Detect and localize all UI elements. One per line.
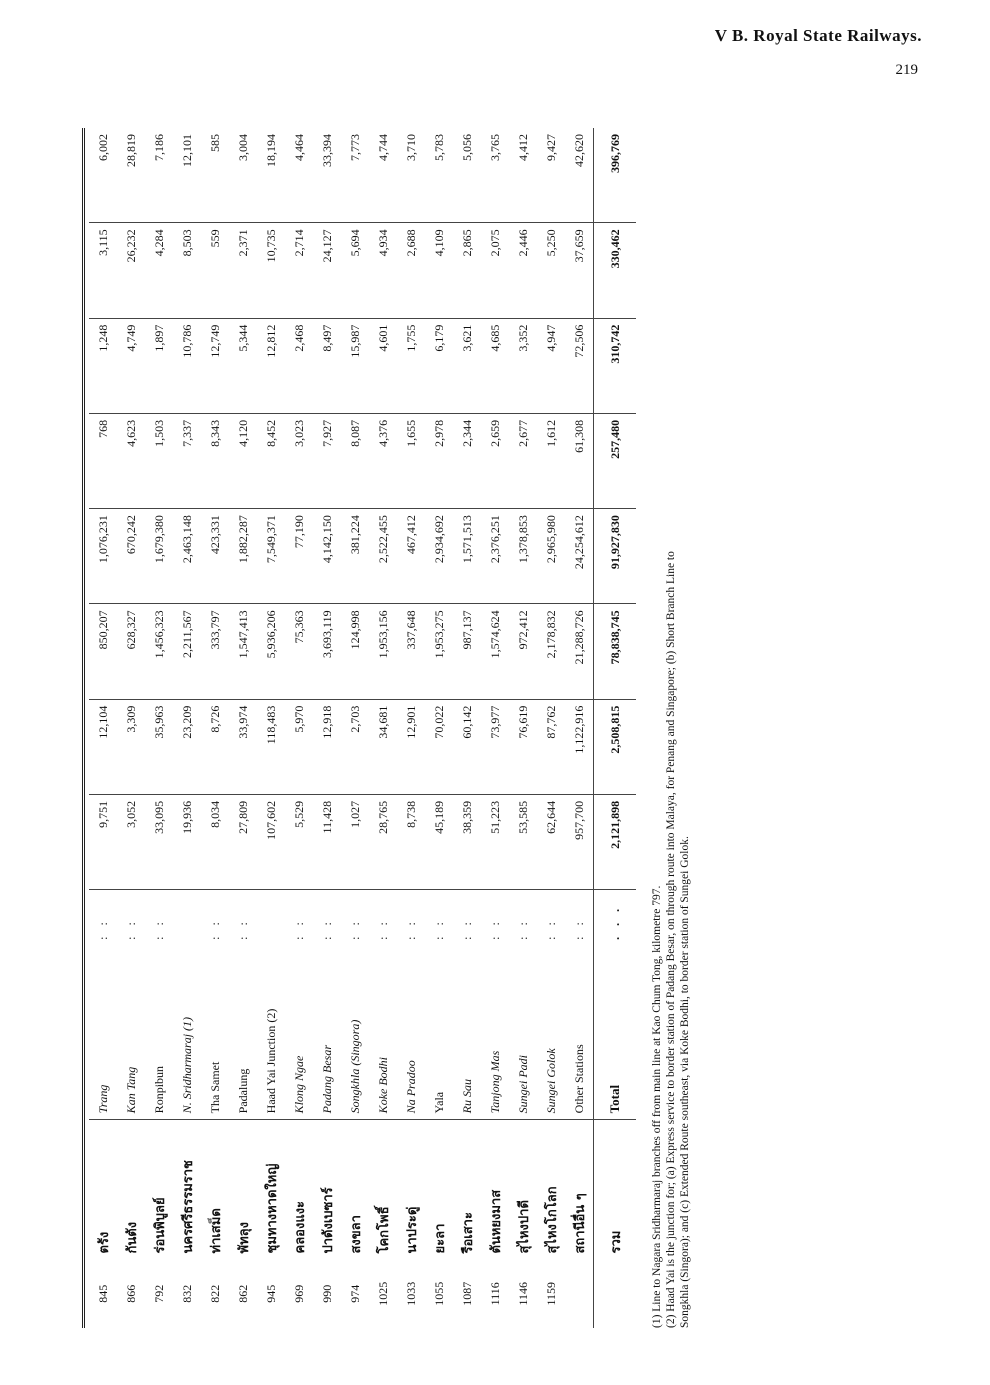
row-value-c2: 8,726 (201, 699, 229, 794)
row-value-c8: 585 (207, 134, 222, 152)
total-value-c5: 257,480 (594, 413, 637, 508)
row-value-c2: 34,681 (369, 699, 397, 794)
total-value-c8: 396,769 (594, 128, 637, 223)
table-row (481, 128, 509, 1328)
row-value-c3: 2,211,567 (173, 604, 201, 699)
row-station-name: Haad Yai Junction (2) (257, 946, 285, 1120)
row-station-name: Kan Tang (117, 946, 145, 1120)
row-leader-dots: : : (509, 890, 537, 946)
row-station-name: Tha Samet (201, 946, 229, 1120)
row-value-c5: 61,308 (565, 413, 594, 508)
row-value-c2: 76,619 (509, 699, 537, 794)
row-value-c7: 2,075 (481, 223, 509, 318)
row-value-c5: 1,503 (145, 413, 173, 508)
row-value-c5: 2,659 (481, 413, 509, 508)
row-station-name: Yala (425, 946, 453, 1120)
row-leader-dots: : : (229, 890, 257, 946)
row-station-name: N. Sridharmaraj (1) (173, 946, 201, 1120)
row-value-c2: 5,970 (285, 699, 313, 794)
table-row (257, 128, 285, 1328)
row-thai-name: ชุมทางหาดใหญ่ (264, 1163, 280, 1254)
row-leader-dots: : : (453, 890, 481, 946)
row-kilometre (565, 1260, 594, 1329)
row-value-c8: 5,056 (459, 134, 474, 161)
row-leader-dots: : : (369, 890, 397, 946)
row-kilometre: 1025 (375, 1281, 390, 1306)
row-kilometre: 832 (179, 1284, 194, 1303)
row-value-c1: 8,034 (201, 794, 229, 889)
row-kilometre: 1159 (543, 1281, 558, 1306)
row-value-c3: 21,288,726 (565, 604, 594, 699)
row-value-c5: 1,612 (537, 413, 565, 508)
row-value-c2: 87,762 (537, 699, 565, 794)
row-leader-dots: : : (285, 890, 313, 946)
table-row (453, 128, 481, 1328)
page-number: 219 (895, 62, 918, 78)
table-row (425, 128, 453, 1328)
row-value-c5: 1,655 (397, 413, 425, 508)
row-leader-dots: : : (89, 890, 117, 946)
row-value-c6: 4,749 (117, 318, 145, 413)
row-value-c4: 77,190 (285, 509, 313, 604)
row-value-c6: 5,344 (229, 318, 257, 413)
row-kilometre: 945 (263, 1284, 278, 1303)
row-value-c4: 2,522,455 (369, 509, 397, 604)
row-value-c2: 118,483 (257, 699, 285, 794)
row-value-c8: 4,464 (291, 134, 306, 161)
table-row (537, 128, 565, 1328)
row-value-c8: 5,783 (431, 134, 446, 161)
row-leader-dots: : : (397, 890, 425, 946)
row-value-c7: 2,865 (453, 223, 481, 318)
row-value-c1: 53,585 (509, 794, 537, 889)
row-value-c5: 4,120 (229, 413, 257, 508)
row-value-c7: 4,109 (425, 223, 453, 318)
row-value-c7: 37,659 (565, 223, 594, 318)
rotated-table-content (82, 128, 691, 1328)
row-value-c4: 2,463,148 (173, 509, 201, 604)
row-value-c3: 972,412 (509, 604, 537, 699)
row-value-c6: 4,947 (537, 318, 565, 413)
total-value-c3: 78,838,745 (594, 604, 637, 699)
row-value-c3: 337,648 (397, 604, 425, 699)
row-value-c2: 35,963 (145, 699, 173, 794)
row-leader-dots (257, 890, 285, 946)
row-value-c8: 7,773 (347, 134, 362, 161)
row-value-c1: 19,936 (173, 794, 201, 889)
row-thai-name: รือเสาะ (460, 1212, 476, 1254)
row-thai-name: สุไหงโกโลก (544, 1186, 560, 1254)
row-value-c2: 3,309 (117, 699, 145, 794)
row-value-c1: 28,765 (369, 794, 397, 889)
row-value-c6: 6,179 (425, 318, 453, 413)
row-leader-dots: : : (481, 890, 509, 946)
row-value-c5: 8,087 (341, 413, 369, 508)
row-value-c1: 107,602 (257, 794, 285, 889)
row-value-c8: 42,620 (571, 134, 586, 167)
row-value-c3: 333,797 (201, 604, 229, 699)
total-row (594, 128, 637, 1328)
row-value-c5: 7,927 (313, 413, 341, 508)
table-row (285, 128, 313, 1328)
row-value-c7: 26,232 (117, 223, 145, 318)
row-kilometre: 1116 (487, 1282, 502, 1306)
row-value-c8: 33,394 (319, 134, 334, 167)
row-value-c4: 2,934,692 (425, 509, 453, 604)
row-value-c8: 9,427 (543, 134, 558, 161)
row-thai-name: ตันหยงมาส (488, 1189, 504, 1254)
row-value-c8: 18,194 (263, 134, 278, 167)
row-value-c1: 957,700 (565, 794, 594, 889)
row-value-c6: 2,468 (285, 318, 313, 413)
row-value-c2: 2,703 (341, 699, 369, 794)
table-row (509, 128, 537, 1328)
row-value-c1: 8,738 (397, 794, 425, 889)
row-value-c4: 2,376,251 (481, 509, 509, 604)
row-value-c1: 33,095 (145, 794, 173, 889)
row-value-c3: 75,363 (285, 604, 313, 699)
row-value-c2: 73,977 (481, 699, 509, 794)
row-value-c4: 1,571,513 (453, 509, 481, 604)
row-value-c7: 2,446 (509, 223, 537, 318)
row-thai-name: ร่อนพิบูลย์ (152, 1197, 168, 1254)
table-row (201, 128, 229, 1328)
row-value-c5: 3,023 (285, 413, 313, 508)
row-value-c4: 4,142,150 (313, 509, 341, 604)
row-value-c3: 1,953,156 (369, 604, 397, 699)
table-row (313, 128, 341, 1328)
row-leader-dots: : : (537, 890, 565, 946)
row-value-c6: 4,601 (369, 318, 397, 413)
row-kilometre: 969 (291, 1284, 306, 1303)
row-value-c1: 9,751 (89, 794, 117, 889)
row-value-c3: 124,998 (341, 604, 369, 699)
row-kilometre: 822 (207, 1284, 222, 1303)
row-value-c3: 850,207 (89, 604, 117, 699)
row-value-c2: 12,104 (89, 699, 117, 794)
row-thai-name: ยะลา (432, 1223, 448, 1254)
row-value-c5: 768 (89, 413, 117, 508)
row-leader-dots: : : (117, 890, 145, 946)
row-thai-name: นาประดู่ (404, 1206, 420, 1254)
row-value-c1: 11,428 (313, 794, 341, 889)
total-thai-label: รวม (594, 1120, 637, 1260)
row-value-c1: 5,529 (285, 794, 313, 889)
row-value-c3: 1,953,275 (425, 604, 453, 699)
row-value-c7: 4,284 (145, 223, 173, 318)
row-value-c1: 27,809 (229, 794, 257, 889)
total-value-c2: 2,508,815 (594, 699, 637, 794)
row-thai-name: ปาดังเบซาร์ (320, 1187, 336, 1254)
row-value-c8: 4,412 (515, 134, 530, 161)
row-station-name: Na Pradoo (397, 946, 425, 1120)
row-value-c3: 5,936,206 (257, 604, 285, 699)
row-value-c8: 7,186 (151, 134, 166, 161)
station-statistics-table (82, 128, 636, 1328)
row-station-name: Other Stations (565, 946, 594, 1120)
row-value-c8: 3,710 (403, 134, 418, 161)
row-thai-name: ตรัง (96, 1231, 112, 1254)
row-value-c8: 6,002 (95, 134, 110, 161)
row-leader-dots: : : (313, 890, 341, 946)
row-value-c6: 4,685 (481, 318, 509, 413)
row-value-c3: 987,137 (453, 604, 481, 699)
total-value-c4: 91,927,830 (594, 509, 637, 604)
table-row (369, 128, 397, 1328)
row-kilometre: 1146 (515, 1281, 530, 1306)
row-value-c1: 1,027 (341, 794, 369, 889)
total-value-c6: 310,742 (594, 318, 637, 413)
row-value-c5: 2,978 (425, 413, 453, 508)
row-value-c4: 7,549,371 (257, 509, 285, 604)
row-value-c8: 3,004 (235, 134, 250, 161)
row-value-c5: 7,337 (173, 413, 201, 508)
row-value-c6: 3,621 (453, 318, 481, 413)
row-value-c4: 1,882,287 (229, 509, 257, 604)
row-value-c6: 12,812 (257, 318, 285, 413)
row-value-c7: 5,250 (537, 223, 565, 318)
row-value-c4: 381,224 (341, 509, 369, 604)
row-value-c5: 4,376 (369, 413, 397, 508)
row-thai-name: สุไหงปาดี (516, 1200, 532, 1254)
row-value-c1: 38,359 (453, 794, 481, 889)
footnote-2: (2) Haad Yai is the junction for; (a) Express service to border station of Padang Besar, on through route into Malaya, for Penang and Singapore; (b) Short Branch Line to (665, 551, 677, 1328)
footnote-3: Songkhla (Singora); and (c) Extended Route southeast, via Koke Bodhi, to border station of Sungei Golok. (679, 836, 691, 1328)
row-station-name: Ronpibun (145, 946, 173, 1120)
row-value-c6: 12,749 (201, 318, 229, 413)
row-value-c6: 15,987 (341, 318, 369, 413)
row-station-name: Ru Sau (453, 946, 481, 1120)
row-kilometre: 1033 (403, 1281, 418, 1306)
row-station-name: Tanjong Mas (481, 946, 509, 1120)
row-leader-dots: : : (201, 890, 229, 946)
row-value-c1: 62,644 (537, 794, 565, 889)
row-value-c5: 4,623 (117, 413, 145, 508)
row-value-c2: 12,918 (313, 699, 341, 794)
row-station-name: Padalung (229, 946, 257, 1120)
table-row (145, 128, 173, 1328)
row-value-c3: 2,178,832 (537, 604, 565, 699)
row-value-c6: 1,755 (397, 318, 425, 413)
row-value-c4: 24,254,612 (565, 509, 594, 604)
row-value-c7: 24,127 (313, 223, 341, 318)
footnotes (650, 128, 692, 1328)
row-station-name: Klong Ngae (285, 946, 313, 1120)
row-value-c5: 2,677 (509, 413, 537, 508)
row-station-name: Padang Besar (313, 946, 341, 1120)
table-row (89, 128, 117, 1328)
row-station-name: Songkhla (Singora) (341, 946, 369, 1120)
row-value-c6: 1,248 (89, 318, 117, 413)
row-value-c8: 12,101 (179, 134, 194, 167)
row-value-c1: 45,189 (425, 794, 453, 889)
table-row (173, 128, 201, 1328)
row-value-c7: 2,714 (285, 223, 313, 318)
table-row (117, 128, 145, 1328)
row-value-c2: 23,209 (173, 699, 201, 794)
row-leader-dots: : : (565, 890, 594, 946)
row-value-c7: 2,688 (397, 223, 425, 318)
row-kilometre: 792 (151, 1284, 166, 1303)
row-leader-dots: : : (425, 890, 453, 946)
row-value-c3: 3,693,119 (313, 604, 341, 699)
running-head: V B. Royal State Railways. (714, 26, 922, 45)
row-value-c3: 628,327 (117, 604, 145, 699)
row-value-c6: 8,497 (313, 318, 341, 413)
row-value-c6: 3,352 (509, 318, 537, 413)
row-value-c6: 1,897 (145, 318, 173, 413)
row-value-c5: 2,344 (453, 413, 481, 508)
row-station-name: Sungei Golok (537, 946, 565, 1120)
row-value-c7: 3,115 (89, 223, 117, 318)
row-thai-name: สงขลา (348, 1215, 364, 1254)
row-leader-dots: : : (145, 890, 173, 946)
table-row (229, 128, 257, 1328)
row-thai-name: สถานีอื่น ๆ (572, 1193, 588, 1254)
row-value-c7: 8,503 (173, 223, 201, 318)
row-value-c5: 8,452 (257, 413, 285, 508)
row-kilometre: 862 (235, 1284, 250, 1303)
row-value-c1: 51,223 (481, 794, 509, 889)
row-value-c3: 1,456,323 (145, 604, 173, 699)
row-value-c4: 2,965,980 (537, 509, 565, 604)
row-value-c1: 3,052 (117, 794, 145, 889)
row-value-c7: 559 (201, 223, 229, 318)
row-value-c6: 72,506 (565, 318, 594, 413)
row-value-c4: 423,331 (201, 509, 229, 604)
table-row (341, 128, 369, 1328)
table-row (565, 128, 594, 1328)
total-label: Total (594, 946, 637, 1120)
row-value-c2: 70,022 (425, 699, 453, 794)
footnote-1: (1) Line to Nagara Sridharmaraj branches off from main line at Kao Chum Tong, kilometre 797. (651, 885, 663, 1328)
row-thai-name: คลองแงะ (292, 1200, 308, 1254)
row-value-c4: 467,412 (397, 509, 425, 604)
total-leader-dots: . . . (594, 890, 637, 946)
row-value-c2: 60,142 (453, 699, 481, 794)
row-value-c2: 1,122,916 (565, 699, 594, 794)
row-thai-name: นครศรีธรรมราช (180, 1160, 196, 1254)
row-leader-dots (173, 890, 201, 946)
row-value-c5: 8,343 (201, 413, 229, 508)
total-value-c1: 2,121,898 (594, 794, 637, 889)
row-value-c8: 28,819 (123, 134, 138, 167)
row-leader-dots: : : (341, 890, 369, 946)
row-value-c7: 2,371 (229, 223, 257, 318)
row-value-c4: 1,378,853 (509, 509, 537, 604)
row-thai-name: ท่าเสม็ด (208, 1208, 224, 1254)
total-value-c7: 330,462 (594, 223, 637, 318)
row-value-c8: 4,744 (375, 134, 390, 161)
row-kilometre: 1087 (459, 1281, 474, 1306)
row-value-c2: 12,901 (397, 699, 425, 794)
row-value-c4: 670,242 (117, 509, 145, 604)
row-thai-name: พัทลุง (236, 1222, 252, 1254)
row-value-c6: 10,786 (173, 318, 201, 413)
row-value-c8: 3,765 (487, 134, 502, 161)
total-kilometre-blank (594, 1260, 637, 1329)
row-value-c2: 33,974 (229, 699, 257, 794)
row-station-name: Koke Bodhi (369, 946, 397, 1120)
row-kilometre: 990 (319, 1284, 334, 1303)
row-station-name: Sungei Padi (509, 946, 537, 1120)
row-kilometre: 1055 (431, 1281, 446, 1306)
row-value-c4: 1,076,231 (89, 509, 117, 604)
row-thai-name: โคกโพธิ์ (376, 1206, 392, 1254)
row-station-name: Trang (89, 946, 117, 1120)
row-value-c4: 1,679,380 (145, 509, 173, 604)
row-thai-name: กันตัง (124, 1221, 140, 1254)
row-value-c7: 5,694 (341, 223, 369, 318)
row-kilometre: 974 (347, 1284, 362, 1303)
row-kilometre: 845 (95, 1284, 110, 1303)
table-row (397, 128, 425, 1328)
row-value-c3: 1,574,624 (481, 604, 509, 699)
row-kilometre: 866 (123, 1284, 138, 1303)
row-value-c7: 10,735 (257, 223, 285, 318)
row-value-c3: 1,547,413 (229, 604, 257, 699)
row-value-c7: 4,934 (369, 223, 397, 318)
